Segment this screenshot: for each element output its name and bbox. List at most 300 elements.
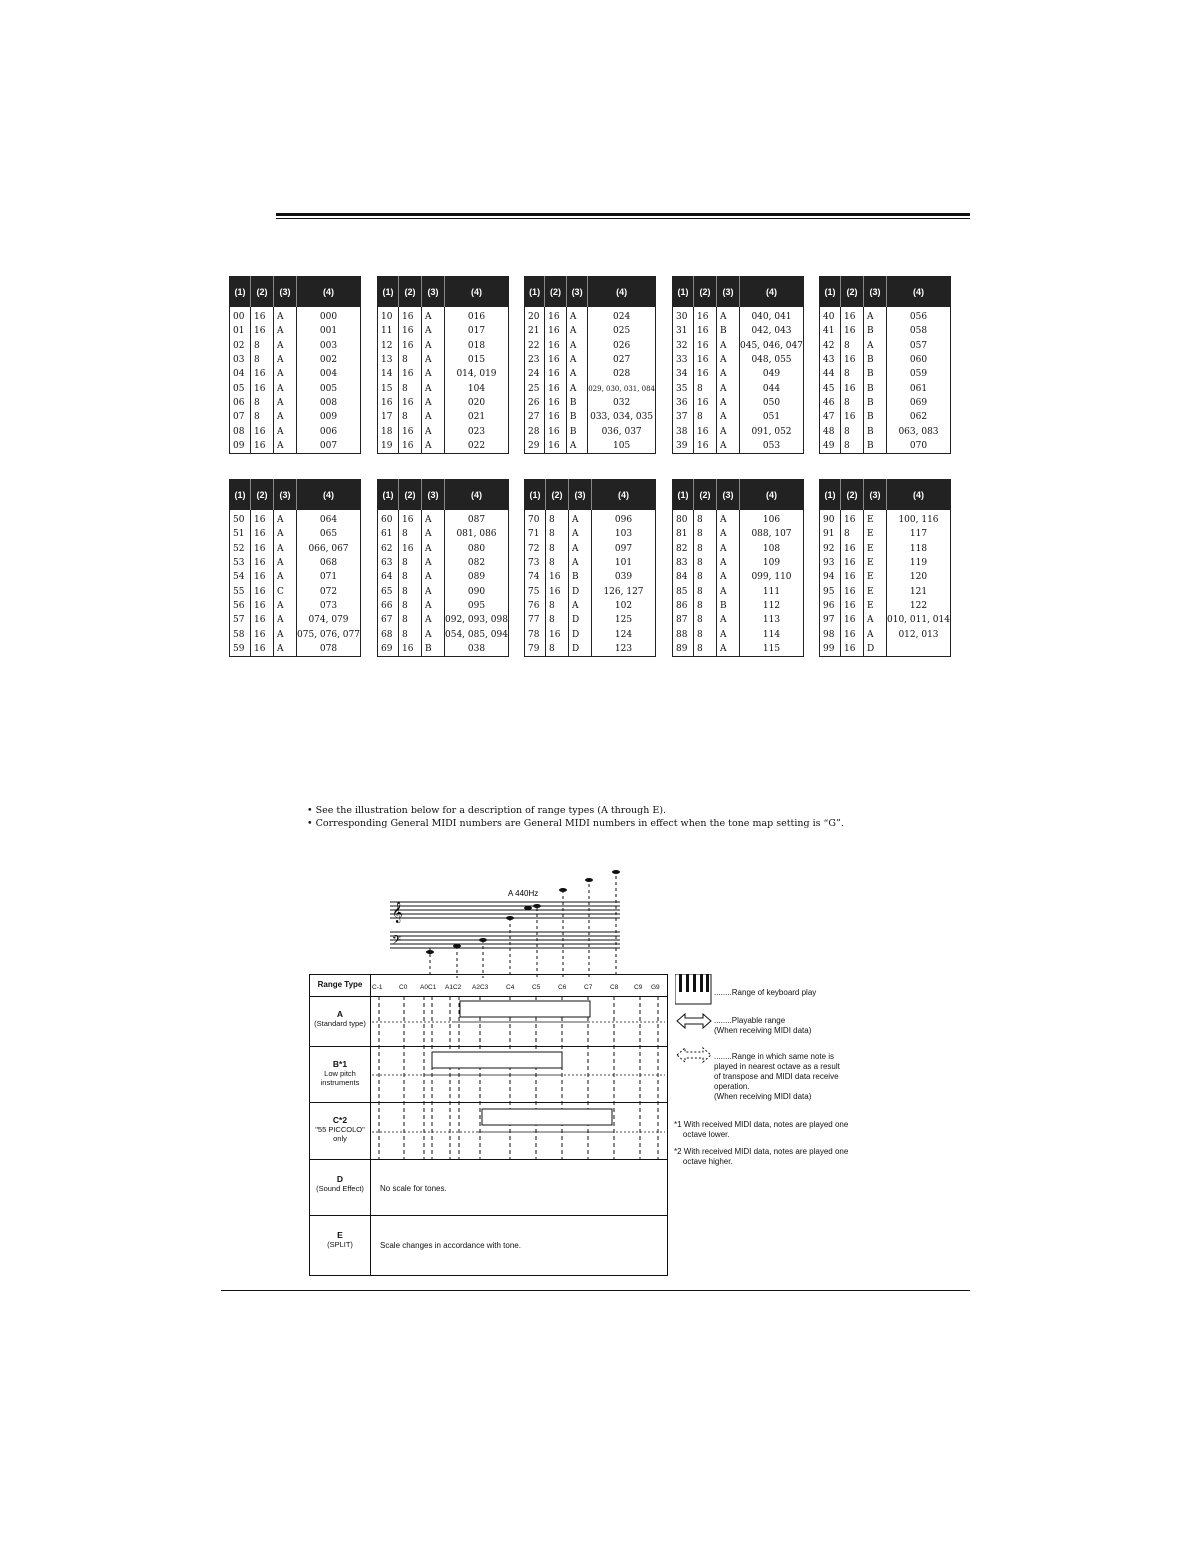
table-cell: D [569, 613, 592, 627]
table-cell: 108 [762, 543, 781, 554]
table-cell: 081, 086 [456, 529, 497, 540]
table-cell: B [864, 439, 887, 454]
table-cell: A [422, 424, 445, 438]
table-cell: 8 [694, 599, 717, 613]
table-cell: 016 [467, 312, 486, 323]
table-cell: A [422, 367, 445, 381]
table-cell: 51 [230, 527, 251, 541]
table-cell: 57 [230, 613, 251, 627]
table-cell: 082 [467, 558, 486, 569]
table-cell: 8 [694, 542, 717, 556]
table-cell: 091, 052 [751, 426, 792, 437]
table-cell: 79 [525, 642, 546, 657]
octave-label: C0 [399, 984, 408, 991]
table-cell: 16 [694, 324, 717, 338]
table-cell: B [864, 424, 887, 438]
table-cell: 8 [694, 527, 717, 541]
table-cell: 28 [525, 424, 545, 438]
table-row [230, 439, 361, 454]
table-cell: 19 [378, 439, 399, 454]
top-rule [276, 213, 970, 216]
octave-label: A2C3 [472, 984, 489, 991]
column-header: (4) [297, 480, 361, 511]
table-cell: 032 [613, 397, 631, 408]
table-cell: 10 [378, 307, 399, 324]
table-cell: A [717, 381, 740, 395]
table-cell: 65 [378, 584, 399, 598]
table-cell: 16 [694, 307, 717, 324]
table-cell: 16 [251, 642, 274, 657]
column-header: (3) [566, 277, 587, 308]
table-row [378, 584, 509, 598]
table-cell: 18 [378, 424, 399, 438]
table-cell: A [274, 556, 297, 570]
table-cell: A [422, 396, 445, 410]
table-cell: A [569, 556, 592, 570]
table-row [673, 410, 804, 424]
table-cell: B [864, 381, 887, 395]
column-header: (1) [820, 480, 841, 511]
table-cell: 073 [319, 600, 338, 611]
table-cell: 08 [230, 424, 251, 438]
table-cell: A [422, 584, 445, 598]
table-row [820, 527, 951, 541]
table-cell: 16 [545, 339, 567, 353]
column-header: (2) [546, 480, 569, 511]
column-header: (3) [422, 277, 445, 308]
footnote-1: *1 With received MIDI data, notes are played one octave lower. [674, 1120, 849, 1139]
table-cell: 16 [251, 613, 274, 627]
column-header: (3) [717, 277, 740, 308]
table-cell: 056 [909, 312, 928, 323]
table-row [525, 584, 656, 598]
table-cell: 069 [909, 397, 928, 408]
column-header: (4) [887, 480, 951, 511]
table-cell: E [864, 510, 887, 527]
table-cell: 8 [399, 381, 422, 395]
table-cell: 074, 079 [308, 615, 349, 626]
table-cell: A [864, 307, 887, 324]
table-row [820, 556, 951, 570]
column-header: (4) [887, 277, 951, 308]
range-row-d [310, 1159, 667, 1216]
table-cell: 16 [546, 584, 569, 598]
table-header-row [230, 480, 361, 511]
table-cell: B [569, 570, 592, 584]
table-row [230, 353, 361, 367]
table-cell: 8 [399, 599, 422, 613]
table-cell: 05 [230, 381, 251, 395]
table-row [673, 627, 804, 641]
table-cell: 16 [399, 642, 422, 657]
table-header-row [378, 277, 509, 308]
table-cell: 16 [251, 584, 274, 598]
table-row [673, 599, 804, 613]
table-cell: 048, 055 [751, 355, 792, 366]
table-cell: 000 [319, 312, 338, 323]
table-cell: 36 [673, 396, 694, 410]
table-cell: 16 [545, 410, 567, 424]
table-cell: 89 [673, 642, 694, 657]
table-cell: 059 [909, 369, 928, 380]
table-cell: 92 [820, 542, 841, 556]
table-cell: 30 [673, 307, 694, 324]
table-cell: 45 [820, 381, 841, 395]
table-cell: 054, 085, 094 [445, 629, 508, 640]
table-cell: 16 [251, 599, 274, 613]
table-cell: 006 [319, 426, 338, 437]
table-cell: B [717, 599, 740, 613]
table-cell: E [864, 556, 887, 570]
table-row [378, 542, 509, 556]
table-cell: 126, 127 [603, 586, 644, 597]
table-cell: 040, 041 [751, 312, 792, 323]
table-row [673, 584, 804, 598]
table-cell: 02 [230, 339, 251, 353]
column-header: (4) [740, 480, 804, 511]
table-cell: 8 [694, 510, 717, 527]
table-cell: 087 [467, 515, 486, 526]
column-header: (2) [841, 480, 864, 511]
table-cell: 16 [841, 381, 864, 395]
table-cell: 16 [841, 570, 864, 584]
table-cell: 045, 046, 047 [740, 340, 803, 351]
table-cell: 70 [525, 510, 546, 527]
table-cell: 27 [525, 410, 545, 424]
table-row [525, 439, 656, 454]
table-cell: A [274, 339, 297, 353]
note-2: • Corresponding General MIDI numbers are General MIDI numbers in effect when the tone map setting is “G”. [307, 818, 844, 829]
table-cell: 12 [378, 339, 399, 353]
table-cell: 8 [841, 424, 864, 438]
table-cell: 121 [909, 586, 928, 597]
table-cell: 16 [251, 424, 274, 438]
table-cell: 050 [762, 397, 781, 408]
table-cell: 20 [525, 307, 545, 324]
table-cell: 16 [694, 367, 717, 381]
table-cell: A [717, 439, 740, 454]
table-cell: 113 [762, 615, 781, 626]
table-row [230, 642, 361, 657]
table-cell: 43 [820, 353, 841, 367]
table-cell: 16 [545, 324, 567, 338]
table-cell: 015 [467, 355, 486, 366]
table-cell: A [422, 527, 445, 541]
table-cell: 17 [378, 410, 399, 424]
legend-icons [675, 974, 715, 1074]
column-header: (1) [820, 277, 841, 308]
table-cell: 8 [694, 410, 717, 424]
table-cell: 83 [673, 556, 694, 570]
table-cell: B [864, 367, 887, 381]
table-cell: 16 [841, 410, 864, 424]
table-row [525, 510, 656, 527]
table-cell: 16 [841, 599, 864, 613]
table-row [820, 307, 951, 324]
table-cell: 058 [909, 326, 928, 337]
column-header: (3) [274, 480, 297, 511]
table-cell: E [864, 570, 887, 584]
table-row [820, 367, 951, 381]
table-cell: 071 [319, 572, 338, 583]
table-cell: 049 [762, 369, 781, 380]
table-cell: 16 [841, 353, 864, 367]
table-row [378, 627, 509, 641]
table-cell: 16 [399, 307, 422, 324]
table-cell: 8 [694, 381, 717, 395]
table-cell: 005 [319, 383, 338, 394]
tone-table [819, 276, 951, 454]
table-cell: 8 [251, 410, 274, 424]
table-cell: 051 [762, 412, 781, 423]
table-cell: 11 [378, 324, 399, 338]
table-cell: A [274, 510, 297, 527]
table-cell: 16 [251, 527, 274, 541]
table-cell: 097 [614, 543, 633, 554]
table-row [378, 307, 509, 324]
table-cell: C [274, 584, 297, 598]
table-cell: 012, 013 [898, 629, 939, 640]
table-cell: 120 [909, 572, 928, 583]
table-cell: E [864, 527, 887, 541]
table-cell: 068 [319, 558, 338, 569]
table-cell: 59 [230, 642, 251, 657]
table-cell: 8 [694, 642, 717, 657]
table-header-row [673, 480, 804, 511]
table-cell: A [717, 527, 740, 541]
table-cell: 064 [319, 515, 338, 526]
table-cell: 057 [909, 340, 928, 351]
table-cell: A [864, 339, 887, 353]
table-cell: A [274, 381, 297, 395]
column-header: (3) [569, 480, 592, 511]
table-row [378, 599, 509, 613]
table-cell: A [422, 353, 445, 367]
table-cell: 038 [467, 643, 486, 654]
table-cell: 102 [614, 600, 633, 611]
table-row [230, 627, 361, 641]
column-header: (2) [841, 277, 864, 308]
table-cell: 55 [230, 584, 251, 598]
table-cell: B [864, 396, 887, 410]
table-cell: 8 [694, 613, 717, 627]
table-cell: 16 [694, 439, 717, 454]
table-cell: A [422, 324, 445, 338]
table-cell: 018 [467, 340, 486, 351]
table-row [525, 410, 656, 424]
legend-keyboard: ........Range of keyboard play [714, 988, 817, 997]
table-cell: 75 [525, 584, 546, 598]
range-e-text: Scale changes in accordance with tone. [380, 1241, 521, 1250]
table-row [230, 556, 361, 570]
column-header: (3) [717, 480, 740, 511]
table-cell: D [569, 642, 592, 657]
table-cell: 101 [614, 558, 633, 569]
table-cell: 46 [820, 396, 841, 410]
table-cell: 50 [230, 510, 251, 527]
table-cell: 98 [820, 627, 841, 641]
table-cell: A [274, 367, 297, 381]
table-cell: 8 [694, 584, 717, 598]
column-header: (4) [740, 277, 804, 308]
table-row [673, 324, 804, 338]
column-header: (1) [230, 277, 251, 308]
table-cell: 124 [614, 629, 633, 640]
table-cell: 16 [399, 396, 422, 410]
table-cell: A [274, 396, 297, 410]
table-cell: 16 [694, 424, 717, 438]
table-cell: 16 [694, 339, 717, 353]
table-cell: B [422, 642, 445, 657]
table-cell: 061 [909, 383, 928, 394]
table-cell: A [422, 410, 445, 424]
table-cell: 022 [467, 440, 486, 451]
svg-text:𝄢: 𝄢 [392, 934, 402, 950]
table-row [230, 570, 361, 584]
table-cell: 078 [319, 643, 338, 654]
tone-table [672, 479, 804, 657]
table-cell: B [566, 410, 587, 424]
table-cell: A [422, 439, 445, 454]
table-cell: 8 [841, 367, 864, 381]
table-cell: 111 [762, 586, 781, 597]
table-cell: 088, 107 [751, 529, 792, 540]
table-cell: 002 [319, 355, 338, 366]
table-cell: 16 [841, 556, 864, 570]
table-row [230, 410, 361, 424]
table-cell: 64 [378, 570, 399, 584]
tone-table [672, 276, 804, 454]
table-cell: 67 [378, 613, 399, 627]
table-cell: 007 [319, 440, 338, 451]
table-row [525, 599, 656, 613]
table-cell: 40 [820, 307, 841, 324]
table-cell: 8 [399, 410, 422, 424]
tone-table [377, 479, 509, 657]
table-cell: A [274, 424, 297, 438]
table-cell: A [717, 307, 740, 324]
table-cell: A [422, 570, 445, 584]
table-row [378, 353, 509, 367]
column-header: (4) [445, 480, 509, 511]
table-row [378, 410, 509, 424]
table-cell: A [422, 599, 445, 613]
table-row [525, 367, 656, 381]
table-cell: 024 [613, 312, 631, 323]
table-cell: A [569, 510, 592, 527]
table-cell: 089 [467, 572, 486, 583]
table-cell: 8 [251, 339, 274, 353]
table-cell: 72 [525, 542, 546, 556]
table-cell: 125 [614, 615, 633, 626]
octave-label: C-1 [372, 984, 383, 991]
table-row [673, 396, 804, 410]
table-row-group-1 [229, 276, 961, 459]
table-cell: 062 [909, 412, 928, 423]
table-row [525, 527, 656, 541]
table-cell: 37 [673, 410, 694, 424]
table-cell: B [566, 424, 587, 438]
top-rule-thin [276, 218, 970, 219]
table-cell: 075, 076, 077 [297, 629, 360, 640]
table-cell: 95 [820, 584, 841, 598]
table-cell: D [569, 584, 592, 598]
table-row [378, 396, 509, 410]
table-row [378, 381, 509, 395]
table-row [525, 627, 656, 641]
table-cell: 16 [545, 367, 567, 381]
table-cell: 036, 037 [601, 426, 642, 437]
table-row [820, 627, 951, 641]
table-cell: A [566, 367, 587, 381]
table-cell: 004 [319, 369, 338, 380]
octave-label: A1C2 [445, 984, 462, 991]
note-1: • See the illustration below for a description of range types (A through E). [307, 805, 667, 816]
range-diagram [300, 868, 900, 1288]
table-cell: 8 [399, 627, 422, 641]
table-cell: 16 [251, 324, 274, 338]
table-cell: 060 [909, 355, 928, 366]
table-cell: 16 [399, 542, 422, 556]
table-cell: E [864, 584, 887, 598]
table-cell: 16 [251, 556, 274, 570]
table-cell: 47 [820, 410, 841, 424]
table-cell: 62 [378, 542, 399, 556]
table-cell: 73 [525, 556, 546, 570]
table-cell: 00 [230, 307, 251, 324]
table-cell: 115 [762, 643, 781, 654]
table-cell: 16 [545, 396, 567, 410]
table-cell: 16 [378, 396, 399, 410]
table-row [230, 613, 361, 627]
table-row [820, 439, 951, 454]
table-cell: 104 [467, 383, 486, 394]
table-cell: 88 [673, 627, 694, 641]
table-cell: 8 [399, 527, 422, 541]
column-header: (2) [251, 480, 274, 511]
table-cell: A [422, 510, 445, 527]
table-row [525, 324, 656, 338]
table-cell: 8 [841, 396, 864, 410]
table-row [378, 339, 509, 353]
table-cell: 8 [399, 613, 422, 627]
table-cell: 066, 067 [308, 543, 349, 554]
table-cell: 096 [614, 515, 633, 526]
table-cell: 026 [613, 340, 631, 351]
table-cell: 8 [694, 556, 717, 570]
table-row [525, 642, 656, 657]
table-cell: 86 [673, 599, 694, 613]
table-cell: 033, 034, 035 [590, 412, 654, 423]
table-cell: A [717, 642, 740, 657]
table-cell: 123 [614, 643, 633, 654]
table-cell: 063, 083 [898, 426, 939, 437]
table-cell: 16 [546, 627, 569, 641]
table-cell: 009 [319, 412, 338, 423]
range-type-header: Range Type [317, 980, 363, 989]
table-cell: 16 [841, 613, 864, 627]
table-cell: 16 [841, 542, 864, 556]
notes [307, 804, 844, 830]
table-cell: 76 [525, 599, 546, 613]
octave-label: C8 [610, 984, 619, 991]
column-header: (2) [399, 480, 422, 511]
table-cell: 021 [467, 412, 486, 423]
table-cell: 24 [525, 367, 545, 381]
table-cell: 81 [673, 527, 694, 541]
tone-tables [229, 276, 961, 662]
table-cell: A [274, 527, 297, 541]
